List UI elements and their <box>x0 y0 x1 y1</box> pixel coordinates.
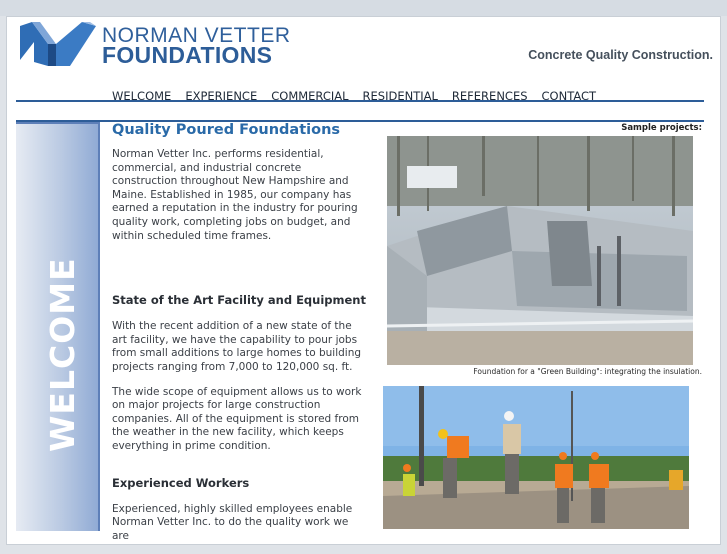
page-title: Quality Poured Foundations <box>112 122 341 138</box>
section-heading-facility: State of the Art Facility and Equipment <box>112 293 366 308</box>
foundation-photo-caption: Foundation for a "Green Building": integrating the insulation. <box>473 367 702 376</box>
logo-name-line2[interactable]: FOUNDATIONS <box>102 42 273 68</box>
intro-paragraph: Norman Vetter Inc. performs residential, commercial, and industrial concrete construction throughout New Hampshire and Maine. Established in 1985, our company has earned a reputation in the industry for pouring quality work, completing jobs on budget, and within scheduled time frames. <box>112 148 358 242</box>
facility-paragraph-1: With the recent addition of a new state of the art facility, we have the capability to pour jobs from small additions to large homes to building projects ranging from 7,000 to 120,000 sq. ft. <box>112 320 362 373</box>
foundation-photo[interactable] <box>387 136 693 365</box>
workers-photo[interactable] <box>383 386 689 529</box>
main-content <box>112 121 366 554</box>
facility-paragraph-2: The wide scope of equipment allows us to work on major projects for large construction companies. All of the equipment is stored from the weather in the new facility, which keeps everything in prime condition. <box>112 385 362 452</box>
nav-item-references[interactable]: REFERENCES <box>451 89 528 103</box>
page-background <box>0 0 727 16</box>
main-nav <box>112 87 603 105</box>
section-heading-workers: Experienced Workers <box>112 475 250 490</box>
nav-item-commercial[interactable]: COMMERCIAL <box>271 89 349 103</box>
banner-edge <box>98 124 100 531</box>
workers-paragraph: Experienced, highly skilled employees enable Norman Vetter Inc. to do the quality work we are <box>112 502 353 542</box>
logo-name-line1[interactable]: NORMAN VETTER <box>102 24 291 47</box>
banner-word: WELCOME <box>43 257 82 452</box>
nav-item-welcome[interactable]: WELCOME <box>112 89 172 103</box>
nav-item-residential[interactable]: RESIDENTIAL <box>362 89 438 103</box>
nav-item-contact[interactable]: CONTACT <box>541 89 597 103</box>
tagline: Concrete Quality Construction. <box>528 48 713 62</box>
logo-mark-icon[interactable] <box>20 22 96 66</box>
nav-item-experience[interactable]: EXPERIENCE <box>185 89 258 103</box>
sample-projects-label: Sample projects: <box>621 123 702 133</box>
welcome-banner <box>16 122 100 531</box>
